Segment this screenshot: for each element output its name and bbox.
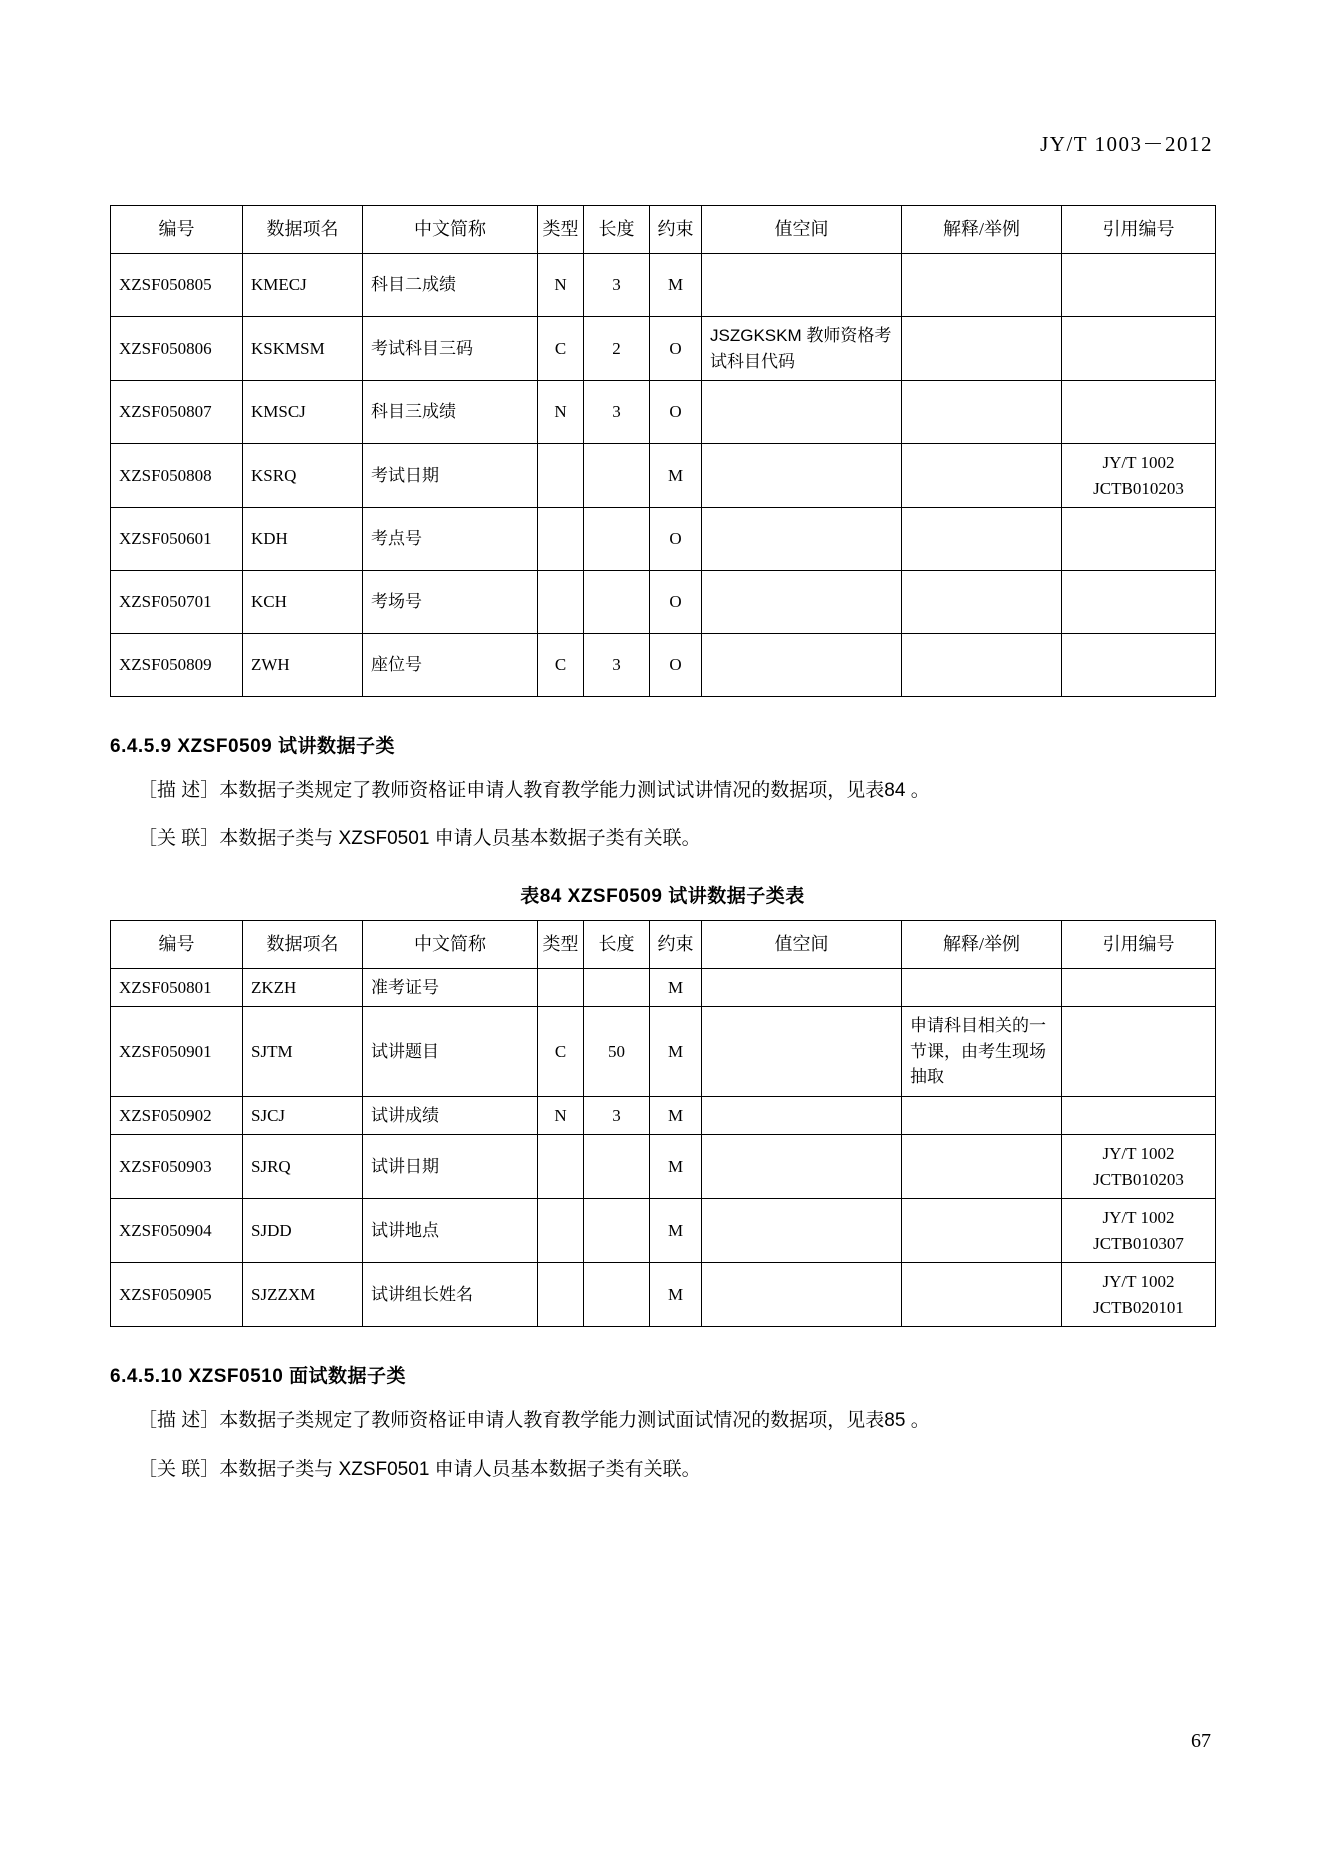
cell-chinese-name: 考试科目三码 (363, 317, 538, 381)
cell-item-name: ZKZH (243, 968, 363, 1007)
cell-type: C (538, 1007, 584, 1097)
cell-constraint: O (650, 381, 702, 444)
cell-type (538, 1135, 584, 1199)
cell-explanation (902, 1199, 1062, 1263)
section-heading-6-4-5-9: 6.4.5.9 XZSF0509 试讲数据子类 (110, 736, 395, 757)
cell-reference: JY/T 1002 JCTB020101 (1062, 1263, 1216, 1327)
cell-chinese-name: 考点号 (363, 508, 538, 571)
table-row (111, 444, 1216, 508)
cell-number: XZSF050806 (111, 317, 243, 381)
cell-type: C (538, 317, 584, 381)
description-text: 本数据子类规定了教师资格证申请人教育教学能力测试试讲情况的数据项，见表84 。 (219, 780, 930, 801)
cell-reference (1062, 381, 1216, 444)
cell-type: N (538, 254, 584, 317)
table-row (111, 571, 1216, 634)
cell-value-space (702, 968, 902, 1007)
description-text: 本数据子类规定了教师资格证申请人教育教学能力测试面试情况的数据项，见表85 。 (219, 1410, 930, 1432)
table-row (111, 317, 1216, 381)
cell-item-name: SJZZXM (243, 1263, 363, 1327)
cell-value-space (702, 571, 902, 634)
col-header-constraint: 约束 (650, 206, 702, 254)
col-header-reference: 引用编号 (1062, 206, 1216, 254)
cell-explanation (902, 1096, 1062, 1135)
cell-explanation: 申请科目相关的一节课，由考生现场抽取 (902, 1007, 1062, 1097)
cell-value-space (702, 381, 902, 444)
cell-item-name: SJDD (243, 1199, 363, 1263)
cell-chinese-name: 试讲成绩 (363, 1096, 538, 1135)
cell-value-space (702, 444, 902, 508)
cell-item-name: KSKMSM (243, 317, 363, 381)
cell-type: N (538, 381, 584, 444)
cell-constraint: M (650, 1007, 702, 1097)
cell-type (538, 1263, 584, 1327)
cell-length (584, 571, 650, 634)
cell-number: XZSF050902 (111, 1096, 243, 1135)
cell-chinese-name: 试讲日期 (363, 1135, 538, 1199)
cell-explanation (902, 634, 1062, 697)
cell-reference (1062, 254, 1216, 317)
col-header-item-name: 数据项名 (243, 206, 363, 254)
section-10-relation (110, 1455, 1215, 1485)
cell-reference (1062, 1007, 1216, 1097)
col-header-value-space: 值空间 (702, 920, 902, 968)
cell-type (538, 444, 584, 508)
cell-constraint: M (650, 1263, 702, 1327)
cell-length (584, 1199, 650, 1263)
cell-reference (1062, 1096, 1216, 1135)
page-header-standard-code: JY/T 1003－2012 (1040, 132, 1213, 156)
description-tag: ［描 述］ (138, 780, 220, 801)
table-row (111, 1199, 1216, 1263)
col-header-length: 长度 (584, 206, 650, 254)
col-header-type: 类型 (538, 206, 584, 254)
col-header-explanation: 解释/举例 (902, 920, 1062, 968)
col-header-number: 编号 (111, 206, 243, 254)
cell-type (538, 968, 584, 1007)
cell-length: 3 (584, 1096, 650, 1135)
col-header-explanation: 解释/举例 (902, 206, 1062, 254)
cell-item-name: KMSCJ (243, 381, 363, 444)
cell-value-space (702, 634, 902, 697)
cell-length (584, 968, 650, 1007)
cell-reference (1062, 508, 1216, 571)
cell-value-space (702, 1263, 902, 1327)
section-9-description (110, 776, 1215, 806)
cell-type: N (538, 1096, 584, 1135)
cell-number: XZSF050805 (111, 254, 243, 317)
col-header-constraint: 约束 (650, 920, 702, 968)
cell-constraint: O (650, 317, 702, 381)
table-row (111, 1263, 1216, 1327)
col-header-reference: 引用编号 (1062, 920, 1216, 968)
cell-item-name: KMECJ (243, 254, 363, 317)
cell-chinese-name: 试讲组长姓名 (363, 1263, 538, 1327)
col-header-item-name: 数据项名 (243, 920, 363, 968)
cell-chinese-name: 试讲题目 (363, 1007, 538, 1097)
cell-value-space (702, 1135, 902, 1199)
cell-length: 3 (584, 634, 650, 697)
cell-number: XZSF050808 (111, 444, 243, 508)
cell-length: 50 (584, 1007, 650, 1097)
page-content (110, 205, 1215, 1485)
cell-type (538, 571, 584, 634)
cell-reference: JY/T 1002 JCTB010203 (1062, 444, 1216, 508)
table-row (111, 1007, 1216, 1097)
cell-item-name: SJTM (243, 1007, 363, 1097)
section-heading-6-4-5-10: 6.4.5.10 XZSF0510 面试数据子类 (110, 1366, 407, 1388)
cell-length: 2 (584, 317, 650, 381)
cell-item-name: SJRQ (243, 1135, 363, 1199)
cell-length (584, 444, 650, 508)
cell-reference: JY/T 1002 JCTB010203 (1062, 1135, 1216, 1199)
cell-constraint: O (650, 571, 702, 634)
cell-number: XZSF050905 (111, 1263, 243, 1327)
cell-length: 3 (584, 381, 650, 444)
cell-item-name: ZWH (243, 634, 363, 697)
table-row (111, 508, 1216, 571)
table-header-row (111, 206, 1216, 254)
cell-chinese-name: 科目三成绩 (363, 381, 538, 444)
cell-chinese-name: 试讲地点 (363, 1199, 538, 1263)
cell-number: XZSF050701 (111, 571, 243, 634)
cell-item-name: KSRQ (243, 444, 363, 508)
cell-number: XZSF050601 (111, 508, 243, 571)
relation-text: 本数据子类与 XZSF0501 申请人员基本数据子类有关联。 (219, 1458, 701, 1480)
cell-explanation (902, 571, 1062, 634)
cell-constraint: M (650, 968, 702, 1007)
table-row (111, 968, 1216, 1007)
cell-length (584, 1135, 650, 1199)
cell-explanation (902, 1135, 1062, 1199)
cell-length (584, 1263, 650, 1327)
cell-chinese-name: 科目二成绩 (363, 254, 538, 317)
table-row (111, 634, 1216, 697)
relation-tag: ［关 联］ (138, 828, 220, 850)
cell-explanation (902, 1263, 1062, 1327)
cell-constraint: M (650, 1096, 702, 1135)
relation-tag: ［关 联］ (138, 1458, 220, 1480)
cell-number: XZSF050809 (111, 634, 243, 697)
cell-constraint: M (650, 444, 702, 508)
cell-type: C (538, 634, 584, 697)
cell-value-space: JSZGKSKM 教师资格考试科目代码 (702, 317, 902, 381)
relation-text: 本数据子类与 XZSF0501 申请人员基本数据子类有关联。 (219, 828, 701, 850)
data-table-continuation (110, 205, 1216, 697)
data-table-84 (110, 920, 1216, 1328)
cell-chinese-name: 座位号 (363, 634, 538, 697)
col-header-chinese-name: 中文简称 (363, 206, 538, 254)
col-header-type: 类型 (538, 920, 584, 968)
cell-chinese-name: 考试日期 (363, 444, 538, 508)
cell-number: XZSF050901 (111, 1007, 243, 1097)
table-row (111, 1135, 1216, 1199)
cell-explanation (902, 508, 1062, 571)
cell-number: XZSF050903 (111, 1135, 243, 1199)
cell-explanation (902, 254, 1062, 317)
page-number: 67 (1191, 1730, 1211, 1752)
cell-number: XZSF050807 (111, 381, 243, 444)
cell-reference (1062, 571, 1216, 634)
cell-value-space (702, 1199, 902, 1263)
table-row (111, 1096, 1216, 1135)
cell-chinese-name: 准考证号 (363, 968, 538, 1007)
table-row (111, 381, 1216, 444)
cell-chinese-name: 考场号 (363, 571, 538, 634)
cell-length (584, 508, 650, 571)
cell-length: 3 (584, 254, 650, 317)
cell-number: XZSF050801 (111, 968, 243, 1007)
cell-explanation (902, 317, 1062, 381)
section-9-relation (110, 824, 1215, 854)
cell-reference: JY/T 1002 JCTB010307 (1062, 1199, 1216, 1263)
cell-item-name: KDH (243, 508, 363, 571)
col-header-length: 长度 (584, 920, 650, 968)
cell-constraint: M (650, 1199, 702, 1263)
cell-explanation (902, 968, 1062, 1007)
cell-reference (1062, 968, 1216, 1007)
cell-value-space (702, 254, 902, 317)
cell-constraint: O (650, 634, 702, 697)
cell-item-name: SJCJ (243, 1096, 363, 1135)
cell-number: XZSF050904 (111, 1199, 243, 1263)
cell-type (538, 508, 584, 571)
col-header-chinese-name: 中文简称 (363, 920, 538, 968)
cell-value-space (702, 1096, 902, 1135)
cell-explanation (902, 381, 1062, 444)
cell-type (538, 1199, 584, 1263)
cell-value-space (702, 1007, 902, 1097)
cell-constraint: O (650, 508, 702, 571)
table-row (111, 254, 1216, 317)
cell-constraint: M (650, 254, 702, 317)
col-header-number: 编号 (111, 920, 243, 968)
table-84-caption: 表84 XZSF0509 试讲数据子类表 (520, 885, 805, 907)
col-header-value-space: 值空间 (702, 206, 902, 254)
cell-explanation (902, 444, 1062, 508)
section-10-description (110, 1406, 1215, 1436)
cell-constraint: M (650, 1135, 702, 1199)
cell-reference (1062, 634, 1216, 697)
description-tag: ［描 述］ (138, 1410, 220, 1432)
cell-value-space (702, 508, 902, 571)
table-header-row (111, 920, 1216, 968)
cell-item-name: KCH (243, 571, 363, 634)
cell-reference (1062, 317, 1216, 381)
